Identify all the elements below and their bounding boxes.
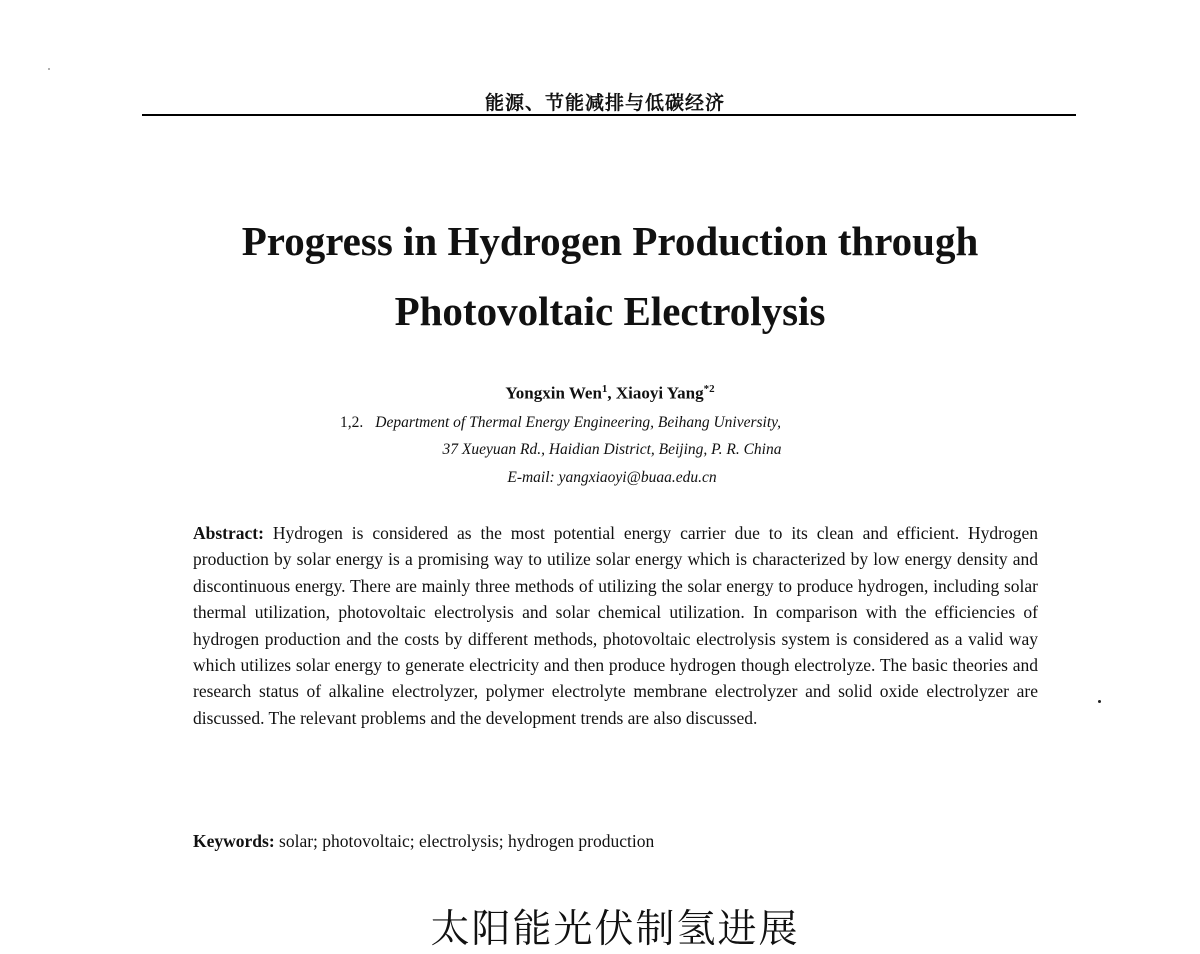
title-line-2: Photovoltaic Electrolysis: [394, 288, 826, 334]
header-rule: [142, 114, 1076, 116]
keywords-text: solar; photovoltaic; electrolysis; hydrogen production: [279, 831, 655, 851]
affiliation-numbers: 1,2.: [340, 414, 364, 431]
affiliation-address: 37 Xueyuan Rd., Haidian District, Beijing, P. R. China: [442, 441, 782, 458]
abstract: [193, 520, 1038, 731]
author-separator: ,: [607, 383, 616, 403]
author-mark: *2: [703, 383, 715, 395]
running-header: 能源、节能减排与低碳经济: [484, 93, 725, 114]
affiliation-line-1: [340, 414, 900, 432]
author-name: Yongxin Wen: [505, 383, 602, 403]
email-address[interactable]: yangxiaoyi@buaa.edu.cn: [558, 469, 717, 486]
author-mark: 1: [601, 383, 608, 395]
keywords-label: Keywords:: [193, 831, 275, 851]
abstract-label: Abstract:: [193, 523, 264, 543]
paper-title: [130, 206, 1090, 346]
title-line-1: Progress in Hydrogen Production through: [241, 218, 979, 264]
affiliation-department: Department of Thermal Energy Engineering, Beihang University,: [375, 414, 782, 431]
email-label: E-mail:: [507, 469, 555, 486]
abstract-text: Hydrogen is considered as the most potential energy carrier due to its clean and efficient. Hydrogen production by solar energy is a promising way to utilize solar energy which is characterized by low energy density and discontinuous energy. There are mainly three methods of utilizing the solar energy to produce hydrogen, including solar thermal utilization, photovoltaic electrolysis and solar chemical utilization. In comparison with the efficiencies of hydrogen production and the costs by different methods, photovoltaic electrolysis system is considered as a valid way which utilizes solar energy to generate electricity and then produce hydrogen though electrolyze. The basic theories and research status of alkaline electrolyzer, polymer electrolyte membrane electrolyzer and solid oxide electrolyzer are discussed. The relevant problems and the development trends are also discussed.: [193, 523, 1038, 728]
chinese-title: 太阳能光伏制氢进展: [430, 907, 800, 952]
affiliation-email-line: [0, 469, 1200, 487]
author-name: Xiaoyi Yang: [615, 383, 704, 403]
author-list: [0, 383, 1200, 404]
scan-speck: [48, 68, 50, 70]
keywords: [193, 829, 1038, 853]
scan-speck: [1098, 700, 1101, 703]
